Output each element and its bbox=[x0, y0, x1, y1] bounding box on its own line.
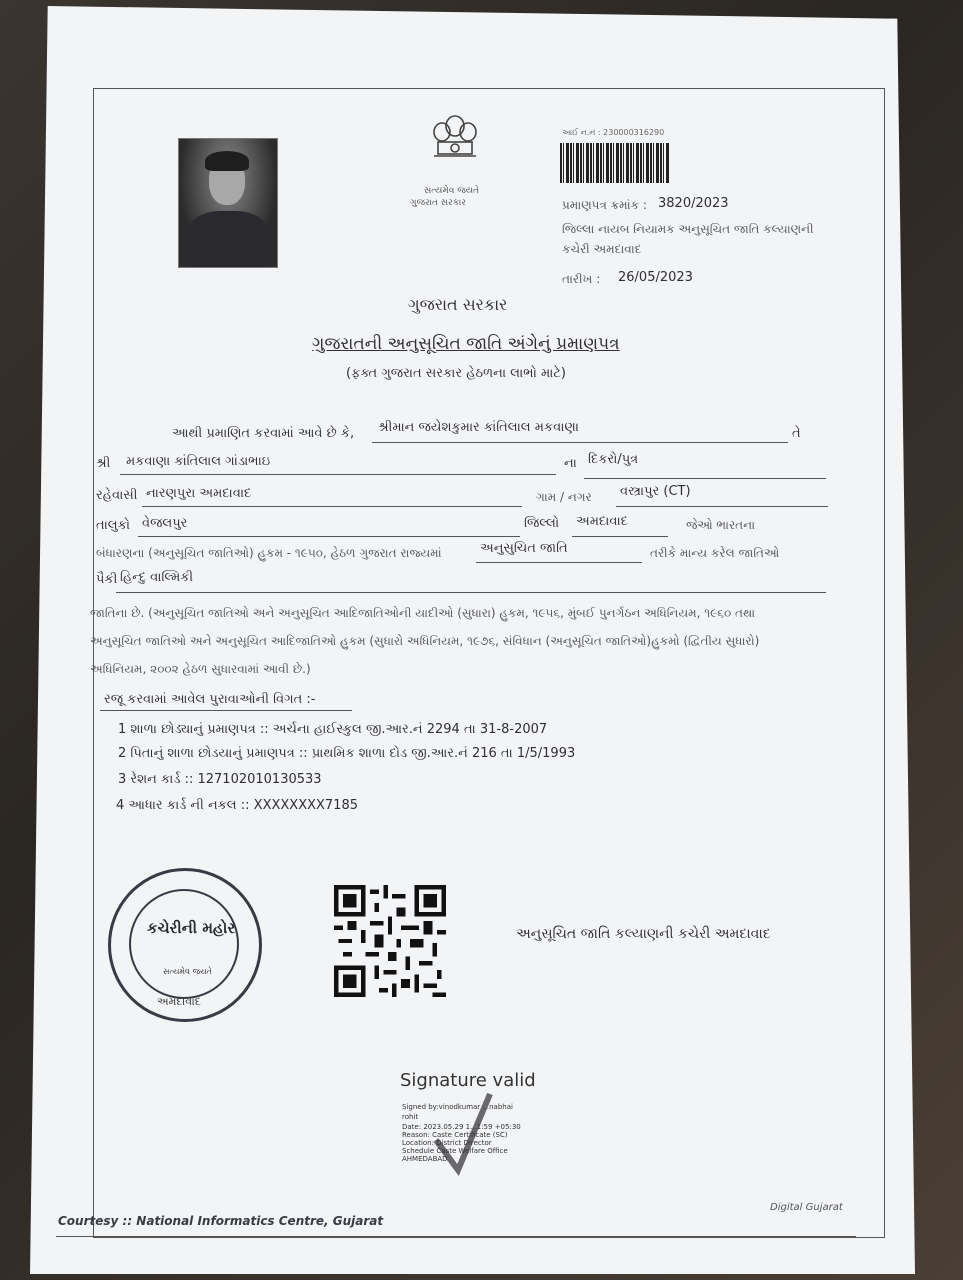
village-label: ગામ / નગર bbox=[536, 490, 592, 504]
office-seal bbox=[108, 868, 262, 1022]
na-label: ના bbox=[564, 456, 577, 471]
digital-gujarat-brand: Digital Gujarat bbox=[770, 1202, 843, 1213]
barcode bbox=[560, 143, 670, 183]
signed-location-2: Schedule Caste Welfare Office bbox=[402, 1147, 508, 1155]
evidence-item: 3 રેશન કાર્ડ :: 127102010130533 bbox=[118, 772, 322, 787]
signed-date: Date: 2023.05.29 1...1:59 +05:30 bbox=[402, 1123, 521, 1131]
recognized-text: તરીકે માન્ય કરેલ જાતિઓ bbox=[650, 546, 780, 560]
district-value: અમદાવાદ bbox=[576, 514, 628, 529]
seal-center-text: કચેરીની મહોર bbox=[147, 919, 236, 937]
qr-code bbox=[334, 884, 446, 998]
village-value: વસ્ત્રાપુર (CT) bbox=[620, 484, 691, 499]
emblem-motto: સત્યમેવ જયતે bbox=[424, 186, 480, 196]
signed-location: Location: District Director bbox=[402, 1139, 492, 1147]
evidence-item: 1 શાળા છોડ્યાનું પ્રમાણપત્ર :: અર્ચના હાઈસ્કુલ જી.આર.નં 2294 તા 31-8-2007 bbox=[118, 722, 548, 737]
office-footer-text: અનુસૂચિત જાતિ કલ્યાણની કચેરી અમદાવાદ bbox=[516, 926, 771, 942]
among-label: પૈકી bbox=[96, 572, 118, 587]
father-name: મકવાણા કાંતિલાલ ગાંડાભાઇ bbox=[126, 454, 271, 469]
signed-reason: Reason: Caste Certificate (SC) bbox=[402, 1131, 508, 1139]
certify-text: આથી પ્રમાણિત કરવામાં આવે છે કે, bbox=[172, 426, 355, 441]
te-label: તે bbox=[792, 426, 801, 441]
office-line-1: જિલ્લા નાયબ નિયામક અનુસૂચિત જાતિ કલ્યાણની bbox=[562, 222, 814, 236]
evidence-item: 4 આધાર કાર્ડ ની નકલ :: XXXXXXXX7185 bbox=[116, 798, 358, 813]
emblem-govt-label: ગુજરાત સરકાર bbox=[410, 198, 466, 208]
certificate-subtitle: (ફક્ત ગુજરાત સરકાર હેઠળના લાભો માટે) bbox=[346, 366, 566, 381]
issue-date: 26/05/2023 bbox=[618, 270, 693, 285]
signed-location-3: AHMEDABAD bbox=[402, 1155, 448, 1163]
constitution-text: બંધારણના (અનુસૂચિત જાતિઓ) હુકમ - ૧૯૫૦, હેઠળ ગુજરાત રાજ્યમાં bbox=[96, 546, 442, 560]
seal-motto: સત્યમેવ જયતે bbox=[163, 967, 212, 976]
resident-label: રહેવાસી bbox=[96, 488, 138, 503]
caste-value: હિન્દુ વાલ્મિકી bbox=[120, 570, 194, 585]
jeo-text: જેઓ ભારતના bbox=[686, 518, 756, 532]
date-label: તારીખ : bbox=[562, 272, 601, 286]
applicant-photo bbox=[178, 138, 278, 268]
category-value: અનુસુચિત જાતિ bbox=[480, 541, 568, 556]
seal-ring-text: અમદાવાદ bbox=[157, 995, 201, 1008]
shri-label: શ્રી bbox=[96, 456, 111, 471]
taluka-value: વેજલપુર bbox=[142, 516, 188, 531]
relation: દિકરો/પુત્ર bbox=[588, 452, 639, 467]
govt-heading: ગુજરાત સરકાર bbox=[408, 295, 508, 314]
applicant-name: શ્રીમાન જયેશકુમાર કાંતિલાલ મકવાણા bbox=[378, 420, 579, 435]
para-line-3: અધિનિયમ, ૨૦૦૨ હેઠળ સુધારવામાં આવી છે.) bbox=[90, 662, 311, 676]
signature-status: Signature valid bbox=[400, 1070, 536, 1091]
evidence-heading: રજૂ કરવામાં આવેલ પુરાવાઓની વિગત :- bbox=[104, 692, 316, 707]
office-line-2: કચેરી અમદાવાદ bbox=[562, 242, 642, 256]
courtesy-text: Courtesy :: National Informatics Centre, Gujarat bbox=[58, 1214, 384, 1228]
para-line-1: જાતિના છે. (અનુસૂચિત જાતિઓ અને અનુસૂચિત આદિજાતિઓની યાદીઓ (સુધારા) હુકમ, ૧૯૫૬, મુંબઈ પુનર્ગઠન અધિનિયમ, ૧૯૬૦ તથા bbox=[90, 606, 756, 620]
evidence-item: 2 પિતાનું શાળા છોડયાનું પ્રમાણપત્ર :: પ્રાથમિક શાળા દોડ જી.આર.નં 216 તા 1/5/1993 bbox=[118, 746, 576, 761]
signed-by-2: rohit bbox=[402, 1113, 419, 1121]
national-emblem-icon bbox=[420, 112, 490, 184]
signed-by: Signed by:vinodkumar ...nabhai bbox=[402, 1103, 513, 1111]
certificate-title: ગુજરાતની અનુસૂચિત જાતિ અંગેનું પ્રમાણપત્ર bbox=[312, 334, 620, 354]
taluka-label: તાલુકો bbox=[96, 518, 131, 533]
serial-number: આઈ ન.નં : 230000316290 bbox=[562, 128, 665, 137]
resident-value: નારણપુરા અમદાવાદ bbox=[146, 486, 252, 501]
certificate-no-label: પ્રમાણપત્ર ક્રમાંક : bbox=[562, 198, 647, 212]
district-label: જિલ્લો bbox=[524, 516, 560, 531]
certificate-number: 3820/2023 bbox=[658, 196, 729, 211]
para-line-2: અનુસૂચિત જાતિઓ અને અનુસૂચિત આદિજાતિઓ હુકમ (સુધારો અધિનિયમ, ૧૯૭૬, સંવિધાન (અનુસૂચિત જાતિઓ)હુકમો (દ્વિતીય સુધારો) bbox=[90, 634, 760, 648]
